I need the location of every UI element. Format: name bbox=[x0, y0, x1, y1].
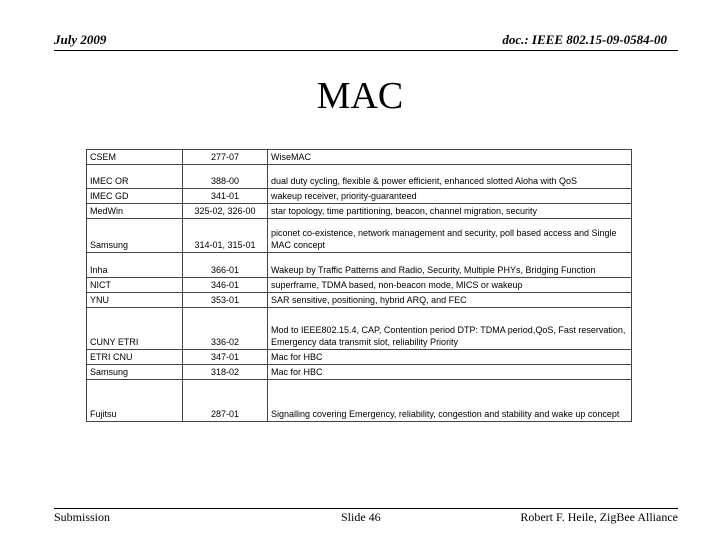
org-cell: YNU bbox=[87, 293, 183, 308]
doc-cell: 336-02 bbox=[183, 308, 268, 350]
desc-cell: superframe, TDMA based, non-beacon mode, MICS or wakeup bbox=[268, 278, 632, 293]
table-row bbox=[87, 165, 632, 189]
doc-cell: 325-02, 326-00 bbox=[183, 204, 268, 219]
org-cell: ETRI CNU bbox=[87, 350, 183, 365]
slide-title: MAC bbox=[316, 75, 404, 117]
doc-cell: 318-02 bbox=[183, 365, 268, 380]
header-date: July 2009 bbox=[54, 32, 107, 47]
org-cell: MedWin bbox=[87, 204, 183, 219]
table-row bbox=[87, 219, 632, 253]
desc-cell: star topology, time partitioning, beacon, channel migration, security bbox=[268, 204, 632, 219]
table-row bbox=[87, 380, 632, 422]
table-row bbox=[87, 278, 632, 293]
desc-cell: SAR sensitive, positioning, hybrid ARQ, and FEC bbox=[268, 293, 632, 308]
org-cell: Samsung bbox=[87, 219, 183, 253]
doc-cell: 287-01 bbox=[183, 380, 268, 422]
desc-cell: WiseMAC bbox=[268, 150, 632, 165]
table-row bbox=[87, 189, 632, 204]
desc-cell: Mac for HBC bbox=[268, 365, 632, 380]
doc-cell: 388-00 bbox=[183, 165, 268, 189]
table-row bbox=[87, 308, 632, 350]
table-row bbox=[87, 293, 632, 308]
org-cell: Fujitsu bbox=[87, 380, 183, 422]
org-cell: NICT bbox=[87, 278, 183, 293]
header-doc-id: doc.: IEEE 802.15-09-0584-00 bbox=[502, 32, 667, 47]
header-rule bbox=[54, 50, 678, 51]
footer-submission: Submission bbox=[54, 510, 111, 524]
doc-cell: 277-07 bbox=[183, 150, 268, 165]
table-row bbox=[87, 150, 632, 165]
doc-cell: 314-01, 315-01 bbox=[183, 219, 268, 253]
desc-cell: Mod to IEEE802.15.4, CAP, Contention period DTP: TDMA period,QoS, Fast reservation, Emergency data transmit slot, reliability Priority bbox=[268, 308, 632, 350]
desc-cell: dual duty cycling, flexible & power efficient, enhanced slotted Aloha with QoS bbox=[268, 165, 632, 189]
doc-cell: 366-01 bbox=[183, 253, 268, 278]
footer-author: Robert F. Heile, ZigBee Alliance bbox=[520, 510, 678, 524]
org-cell: Inha bbox=[87, 253, 183, 278]
org-cell: Samsung bbox=[87, 365, 183, 380]
table-row bbox=[87, 365, 632, 380]
footer-slide-number: Slide 46 bbox=[341, 510, 381, 524]
org-cell: IMEC OR bbox=[87, 165, 183, 189]
table-row bbox=[87, 350, 632, 365]
desc-cell: piconet co-existence, network management and security, poll based access and Single MAC concept bbox=[268, 219, 632, 253]
table-row bbox=[87, 253, 632, 278]
doc-cell: 353-01 bbox=[183, 293, 268, 308]
doc-cell: 347-01 bbox=[183, 350, 268, 365]
desc-cell: wakeup receiver, priority-guaranteed bbox=[268, 189, 632, 204]
footer-rule bbox=[54, 508, 678, 509]
desc-cell: Mac for HBC bbox=[268, 350, 632, 365]
org-cell: CUNY ETRI bbox=[87, 308, 183, 350]
org-cell: IMEC GD bbox=[87, 189, 183, 204]
desc-cell: Signalling covering Emergency, reliability, congestion and stability and wake up concept bbox=[268, 380, 632, 422]
table-row bbox=[87, 204, 632, 219]
mac-proposals-table bbox=[86, 149, 632, 422]
doc-cell: 341-01 bbox=[183, 189, 268, 204]
desc-cell: Wakeup by Traffic Patterns and Radio, Security, Multiple PHYs, Bridging Function bbox=[268, 253, 632, 278]
doc-cell: 346-01 bbox=[183, 278, 268, 293]
org-cell: CSEM bbox=[87, 150, 183, 165]
